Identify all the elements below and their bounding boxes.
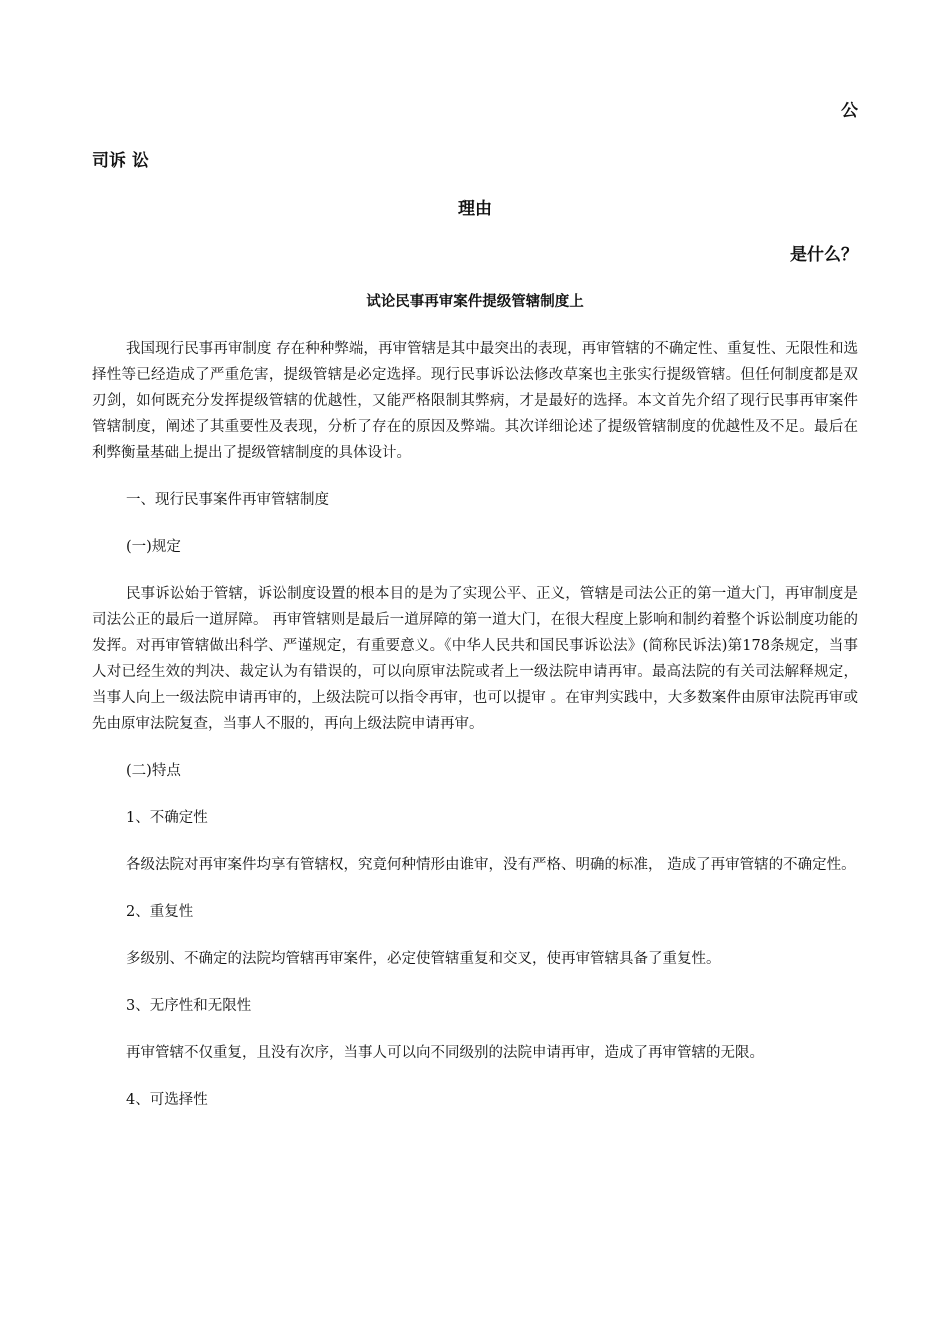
header-line-2: 司诉 讼 [92, 151, 149, 171]
header-line-4: 是什么？ [790, 245, 858, 265]
header-line-3: 理由 [458, 199, 492, 219]
item-heading: 4、可选择性 [126, 1092, 208, 1108]
subsection-heading: (一)规定 [126, 539, 181, 555]
abstract-paragraph: 我国现行民事再审制度 存在种种弊端，再审管辖是其中最突出的表现，再审管辖的不确定性、重复性、无限性和选择性等已经造成了严重危害，提级管辖是必定选择。现行民事诉讼法修改草案也主张实行提级管辖。但任何制度都是双刃剑，如何既充分发挥提级管辖的优越性，又能严格限制其弊病，才是最好的选择。本文首先介绍了现行民事再审案件管辖制度，阐述了其重要性及表现，分析了存在的原因及弊端。其次详细论述了提级管辖制度的优越性及不足。最后在利弊衡量基础上提出了提级管辖制度的具体设计。 [92, 341, 858, 461]
body-paragraph: 再审管辖不仅重复，且没有次序，当事人可以向不同级别的法院申请再审，造成了再审管辖的无限。 [126, 1045, 764, 1061]
body-paragraph: 民事诉讼始于管辖，诉讼制度设置的根本目的是为了实现公平、正义，管辖是司法公正的第一道大门，再审制度是司法公正的最后一道屏障。 再审管辖则是最后一道屏障的第一道大门，在很大程度上影响和制约着整个诉讼制度功能的发挥。对再审管辖做出科学、严谨规定，有重要意义。《中华人民共和国民事诉讼法》(简称民诉法)第178条规定，当事人对已经生效的判决、裁定认为有错误的，可以向原审法院或者上一级法院申请再审。最高法院的有关司法解释规定，当事人向上一级法院申请再审的，上级法院可以指令再审，也可以提审 。在审判实践中，大多数案件由原审法院再审或先由原审法院复查，当事人不服的，再向上级法院申请再审。 [92, 586, 858, 732]
header-line-1: 公 [841, 101, 858, 121]
body-paragraph: 各级法院对再审案件均享有管辖权，究竟何种情形由谁审，没有严格、明确的标准， 造成了再审管辖的不确定性。 [126, 857, 856, 873]
document-title: 试论民事再审案件提级管辖制度上 [366, 294, 584, 310]
document-body [92, 336, 858, 1134]
item-heading: 1、不确定性 [126, 810, 208, 826]
subsection-heading: (二)特点 [126, 763, 181, 779]
section-heading: 一、现行民事案件再审管辖制度 [126, 492, 329, 508]
item-heading: 3、无序性和无限性 [126, 998, 252, 1014]
item-heading: 2、重复性 [126, 904, 194, 920]
body-paragraph: 多级别、不确定的法院均管辖再审案件，必定使管辖重复和交叉，使再审管辖具备了重复性。 [126, 951, 721, 967]
